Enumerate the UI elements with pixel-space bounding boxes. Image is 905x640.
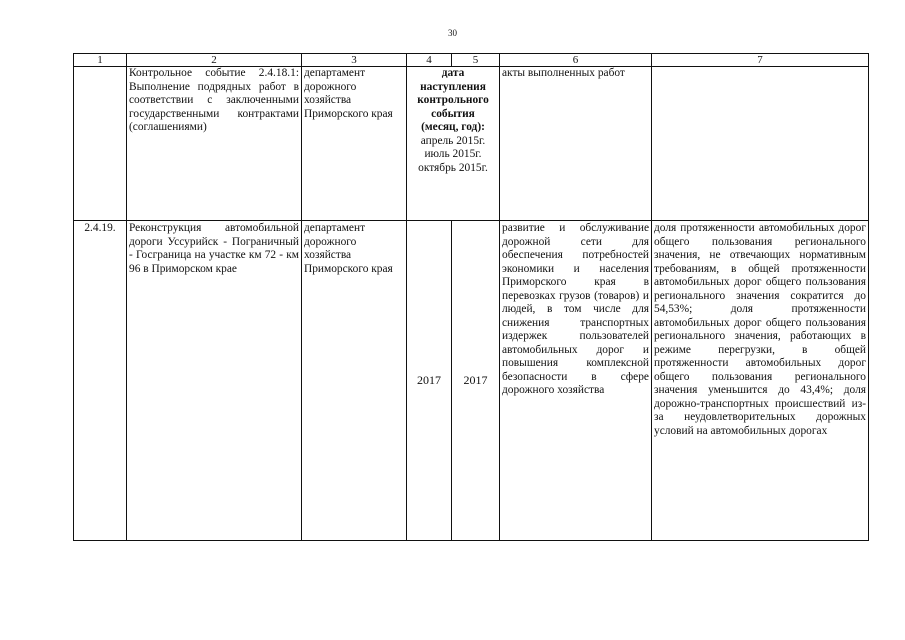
event-date: апрель 2015г. <box>420 134 486 147</box>
row-number-cell: 2.4.19. <box>74 221 127 541</box>
event-date: октябрь 2015г. <box>418 161 488 174</box>
column-number-row <box>74 54 869 67</box>
column-number: 1 <box>74 54 127 67</box>
indicator-cell: доля протяженности автомобильных дорог общего пользования регионального значения, не отвечающих нормативным требованиям, в общей протяженности автомобильных дорог общего пользования регионального значения сократится до 54,53%; доля протяженности автомобильных дорог общего пользования регионального значения, работающих в режиме перегрузки, в общей протяженности автомобильных дорог общего пользования регионального значения уменьшится до 43,4%; доля дорожно-транспортных происшествий из-за неудовлетворительных дорожных условий на автомобильных дорогах <box>652 221 869 541</box>
date-heading-line: контрольного <box>417 94 489 106</box>
result-cell: акты выполненных работ <box>500 67 652 221</box>
page-number: 30 <box>448 28 457 38</box>
table-row <box>74 221 869 541</box>
date-heading-line: дата <box>441 67 465 79</box>
table-row <box>74 67 869 221</box>
responsible-cell: департамент дорожного хозяйства Приморского края <box>302 221 407 541</box>
column-number: 4 <box>407 54 452 67</box>
indicator-cell <box>652 67 869 221</box>
column-number: 7 <box>652 54 869 67</box>
date-heading-line: (месяц, год): <box>421 121 485 133</box>
result-cell: развитие и обслуживание дорожной сети для обеспечения потребностей экономики и населения Приморского края в перевозках грузов (товаров) и людей, в том числе для снижения транспортных издержек пользователей автомобильных дорог и повышения комплексной безопасности в сфере дорожного хозяйства <box>500 221 652 541</box>
event-description-cell: Контрольное событие 2.4.18.1: Выполнение подрядных работ в соответствии с заключенными государственными контрактами (соглашениями) <box>127 67 302 221</box>
end-year-cell: 2017 <box>452 221 500 541</box>
event-date: июль 2015г. <box>424 148 482 160</box>
responsible-cell: департамент дорожного хозяйства Приморского края <box>302 67 407 221</box>
row-number-cell <box>74 67 127 221</box>
measure-description-cell: Реконструкция автомобильной дороги Уссурийск - Пограничный - Госграница на участке км 72 - км 96 в Приморском крае <box>127 221 302 541</box>
start-year-cell: 2017 <box>407 221 452 541</box>
column-number: 6 <box>500 54 652 67</box>
date-heading-line: события <box>431 107 475 120</box>
column-number: 5 <box>452 54 500 67</box>
column-number: 2 <box>127 54 302 67</box>
date-heading-line: наступления <box>420 80 486 93</box>
event-date-cell <box>407 67 500 221</box>
column-number: 3 <box>302 54 407 67</box>
program-table <box>73 53 869 541</box>
